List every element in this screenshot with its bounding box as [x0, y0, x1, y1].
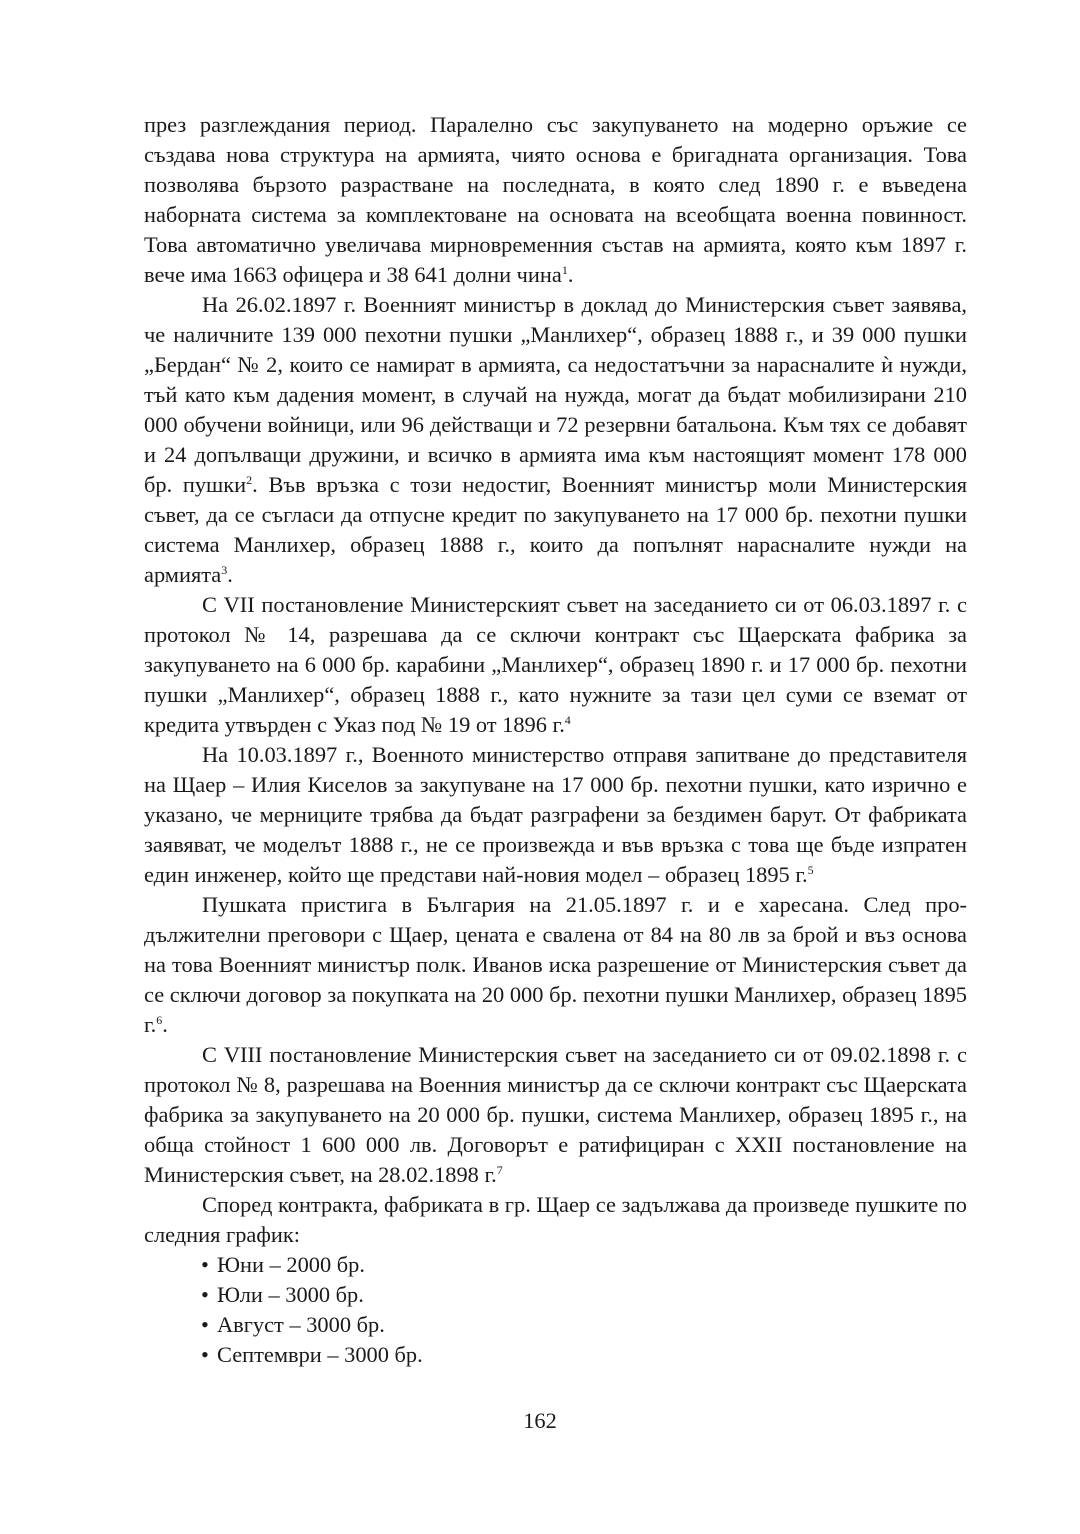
paragraph-text: . Във връзка с този недостиг, Военният министър моли Министерския съвет, да се съгласи да отпусне кредит по закупуването на 17 000 бр. пехотни пушки система Манлихер, образец 1888 г., които да попълнят нарасналите нужди на армията — [144, 472, 968, 587]
footnote-ref-2: 2 — [246, 473, 253, 487]
footnote-ref-7: 7 — [496, 1163, 503, 1177]
paragraph-tail: . — [567, 262, 574, 287]
paragraph-text: Пушката пристига в България на 21.05.1897 г. и е харесана. След продължителни преговори с Щаер, цената е свалена от 84 на 80 лв за брой и въз основа на това Военният министър полк. Иванов иска разрешение от Министерския съвет да се сключи договор за покупката на 20 000 бр. пехотни пушки Манлихер, образец 1895 г. — [144, 892, 967, 1037]
bullet-icon: • — [201, 1342, 209, 1367]
paragraph-text: На 26.02.1897 г. Военният министър в доклад до Министерския съвет заявява, че наличните 139 000 пехотни пушки „Манлихер“, образец 1888 г., и 39 000 пушки „Бердан“ № 2, които се намират в армията, са недостатъчни за нарасналите ѝ нужди, тъй като към дадения момент, в случай на нужда, могат да бъдат мобилизирани 210 000 обучени войници, или 96 действащи и 72 резервни батальона. Към тях се добавят и 24 допълващи дружини, и всичко в армията има към настоящият момент 178 000 бр. пушки — [144, 292, 967, 497]
paragraph-3 — [144, 590, 967, 740]
paragraph-2 — [144, 290, 967, 590]
paragraph-tail: . — [227, 562, 233, 587]
footnote-ref-1: 1 — [561, 263, 568, 277]
list-item-text: Август – 3000 бр. — [217, 1312, 385, 1337]
paragraph-4 — [144, 740, 967, 890]
paragraph-text: Според контракта, фабриката в гр. Щаер се задължава да произведе пушките по следния график: — [144, 1192, 967, 1247]
delivery-schedule-list — [144, 1250, 967, 1370]
list-item — [201, 1310, 967, 1340]
page-number: 162 — [523, 1408, 557, 1433]
paragraph-text: през разглеждания период. Паралелно със закупуването на модерно оръжие се създава нова структура на армията, чиято основа е бригадната организация. Това позволява бързото разрастване на последната, в която след 1890 г. е въведена наборната система за комплектоване на основата на всеобщата военна повинност. Това автоматично увеличава мирновременния състав на армията, която към 1897 г. вече има 1663 офицера и 38 641 долни чина — [144, 112, 967, 287]
list-item-text: Юни – 2000 бр. — [217, 1252, 365, 1277]
footnote-ref-5: 5 — [807, 863, 814, 877]
footnote-ref-4: 4 — [564, 713, 571, 727]
bullet-icon: • — [201, 1282, 209, 1307]
paragraph-5 — [144, 890, 967, 1040]
page-body — [144, 110, 967, 1370]
paragraph-text: С VII постановление Министерският съвет на заседанието си от 06.03.1897 г. с протокол № 14, разрешава да се сключи контракт със Щаерската фабрика за закупуването на 6 000 бр. карабини „Манлихер“, образец 1890 г. и 17 000 бр. пехотни пушки „Манлихер“, образец 1888 г., като нужните за тази цел суми се вземат от кредита утвърден с Указ под № 19 от 1896 г. — [144, 592, 967, 737]
bullet-icon: • — [201, 1312, 209, 1337]
paragraph-text: На 10.03.1897 г., Военното министерство отправя запитване до представителя на Щаер – Илия Киселов за закупуване на 17 000 бр. пехотни пушки, като изрично е указано, че мерниците трябва да бъдат разграфени за бездимен барут. От фабриката заявяват, че моделът 1888 г., не се произвежда и във връзка с това ще бъде изпратен един инженер, който ще представи най-новия модел – образец 1895 г. — [144, 742, 967, 887]
list-item — [201, 1280, 967, 1310]
footnote-ref-3: 3 — [221, 563, 228, 577]
footnote-ref-6: 6 — [156, 1013, 163, 1027]
list-item-text: Септември – 3000 бр. — [217, 1342, 423, 1367]
list-item — [201, 1250, 967, 1280]
paragraph-6 — [144, 1040, 967, 1190]
list-item-text: Юли – 3000 бр. — [217, 1282, 364, 1307]
bullet-icon: • — [201, 1252, 209, 1277]
list-item — [201, 1340, 967, 1370]
paragraph-text: С VIII постановление Министерския съвет на заседанието си от 09.02.1898 г. с протокол № 8, разрешава на Военния министър да се сключи контракт със Щаерската фабрика за закупуването на 20 000 бр. пушки, система Манлихер, образец 1895 г., на обща стойност 1 600 000 лв. Договорът е ратифициран с XXII постановление на Министерския съвет, на 28.02.1898 г. — [144, 1042, 967, 1187]
paragraph-1 — [144, 110, 967, 290]
paragraph-tail: . — [162, 1012, 168, 1037]
paragraph-7 — [144, 1190, 967, 1250]
